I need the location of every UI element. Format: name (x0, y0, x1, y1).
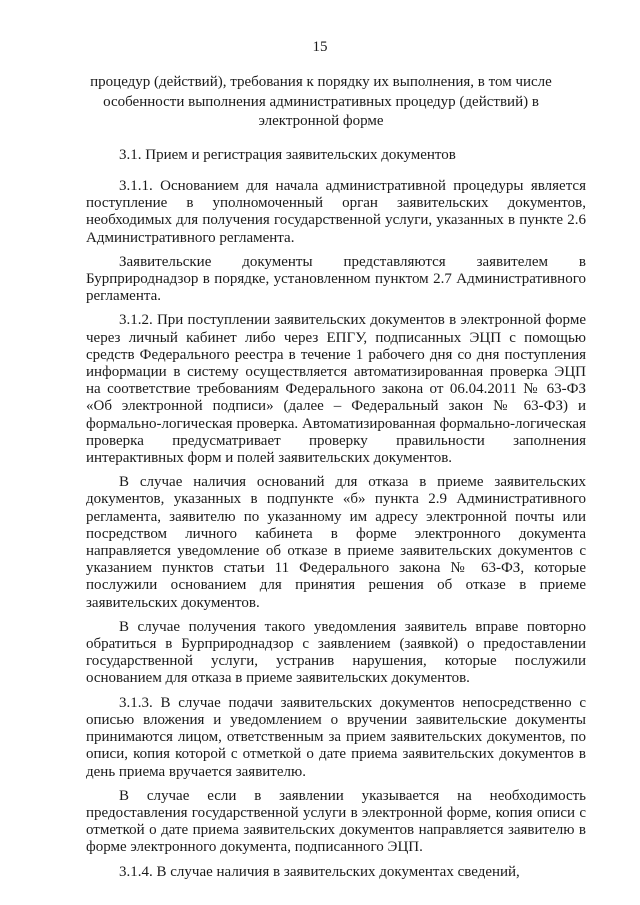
paragraph-electronic-copy: В случае если в заявлении указывается на необходимость предоставления государственной услуги в электронной форме, копия описи с отметкой о дате приема заявительских документов направляется заявителю в форме электронного документа, подписанного ЭЦП. (86, 787, 586, 856)
paragraph-3-1-3: 3.1.3. В случае подачи заявительских документов непосредственно с описью вложения и уведомлением о вручении заявительские документы принимаются лицом, ответственным за прием заявительских документов, по описи, копия которой с отметкой о дате приема заявительских документов в день приема вручается заявителю. (86, 694, 586, 780)
section-heading: процедур (действий), требования к порядку их выполнения, в том числе особенности выполнения административных процедур (действий) в электронной форме (90, 74, 552, 129)
paragraph-3-1-4: 3.1.4. В случае наличия в заявительских документах сведений, (119, 863, 520, 880)
paragraph-3-1-1: 3.1.1. Основанием для начала административной процедуры является поступление в уполномоченный орган заявительских документов, необходимых для получения государственной услуги, указанных в пункте 2.6 Административного регламента. (86, 178, 586, 246)
paragraph-documents-submission: Заявительские документы представляются заявителем в Бурприроднадзор в порядке, установленном пунктом 2.7 Административного регламента. (86, 253, 586, 305)
paragraph-refusal-grounds: В случае наличия оснований для отказа в приеме заявительских документов, указанных в подпункте «б» пункта 2.9 Административного регламента, заявителю по указанному им адресу электронной почты или посредством личного кабинета в форме электронного документа направляется уведомление об отказе в приеме заявительских документов с указанием пунктов статьи 11 Федерального закона № 63-ФЗ, которые послужили основанием для принятия решения об отказе в приеме заявительских документов. (86, 474, 586, 611)
document-body (86, 178, 586, 881)
page-number: 15 (312, 39, 328, 55)
subsection-title: 3.1. Прием и регистрация заявительских документов (119, 147, 456, 163)
paragraph-3-1-2: 3.1.2. При поступлении заявительских документов в электронной форме через личный кабинет либо через ЕПГУ, подписанных ЭЦП с помощью средств Федерального реестра в течение 1 рабочего дня со дня поступления информации в систему осуществляется автоматизированная проверка ЭЦП на соответствие требованиям Федерального закона от 06.04.2011 № 63-ФЗ «Об электронной подписи» (далее – Федеральный закон № 63-ФЗ) и формально-логическая проверка. Автоматизированная формально-логическая проверка предусматривает проверку правильности заполнения интерактивных форм и полей заявительских документов. (86, 312, 586, 467)
paragraph-repeat-application: В случае получения такого уведомления заявитель вправе повторно обратиться в Бурприроднадзор с заявлением (заявкой) о предоставлении государственной услуги, устранив нарушения, которые послужили основанием для отказа в приеме заявительских документов. (86, 618, 586, 687)
